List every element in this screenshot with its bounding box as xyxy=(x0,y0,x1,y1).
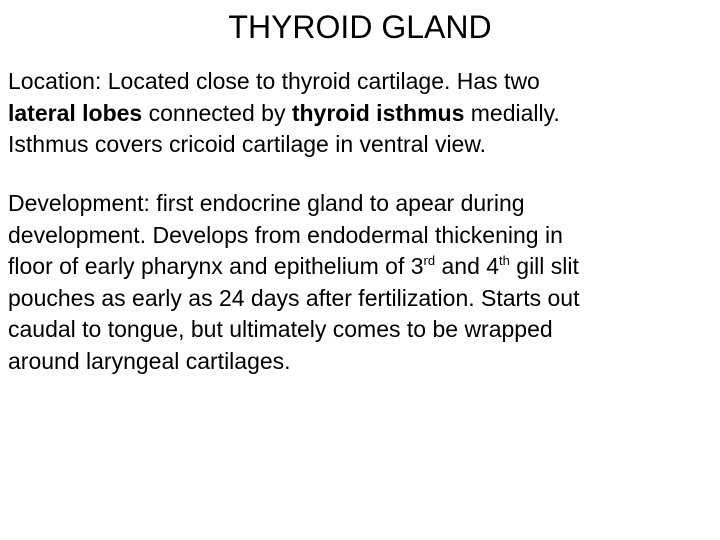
development-line-1: Development: first endocrine gland to apear during xyxy=(8,190,525,216)
development-line-3 xyxy=(8,251,714,283)
development-line-3-part-a: floor of early pharynx and epithelium of 3 xyxy=(8,253,424,279)
development-line-2: development. Develops from endodermal thickening in xyxy=(8,221,563,248)
third-superscript: rd xyxy=(423,253,436,268)
location-line-2-middle: connected by xyxy=(142,99,292,126)
location-line-2 xyxy=(8,98,714,130)
development-line-4: pouches as early as 24 days after fertilization. Starts out xyxy=(8,284,580,311)
development-line-5: caudal to tongue, but ultimately comes to be wrapped xyxy=(8,316,553,342)
slide-title: THYROID GLAND xyxy=(228,9,492,45)
development-line-3-part-c: gill slit xyxy=(509,253,579,279)
fourth-superscript: th xyxy=(499,253,510,268)
lateral-lobes-term: lateral lobes xyxy=(8,99,143,126)
location-paragraph xyxy=(8,66,714,161)
development-line-3-part-b: and 4 xyxy=(435,253,500,279)
location-line-3: Isthmus covers cricoid cartilage in ventral view. xyxy=(8,131,487,157)
location-line-2-end: medially. xyxy=(464,99,560,126)
thyroid-isthmus-term: thyroid isthmus xyxy=(291,99,465,126)
location-line-1: Location: Located close to thyroid cartilage. Has two xyxy=(8,68,540,94)
development-paragraph xyxy=(8,188,714,377)
development-line-6: around laryngeal cartilages. xyxy=(8,347,291,374)
